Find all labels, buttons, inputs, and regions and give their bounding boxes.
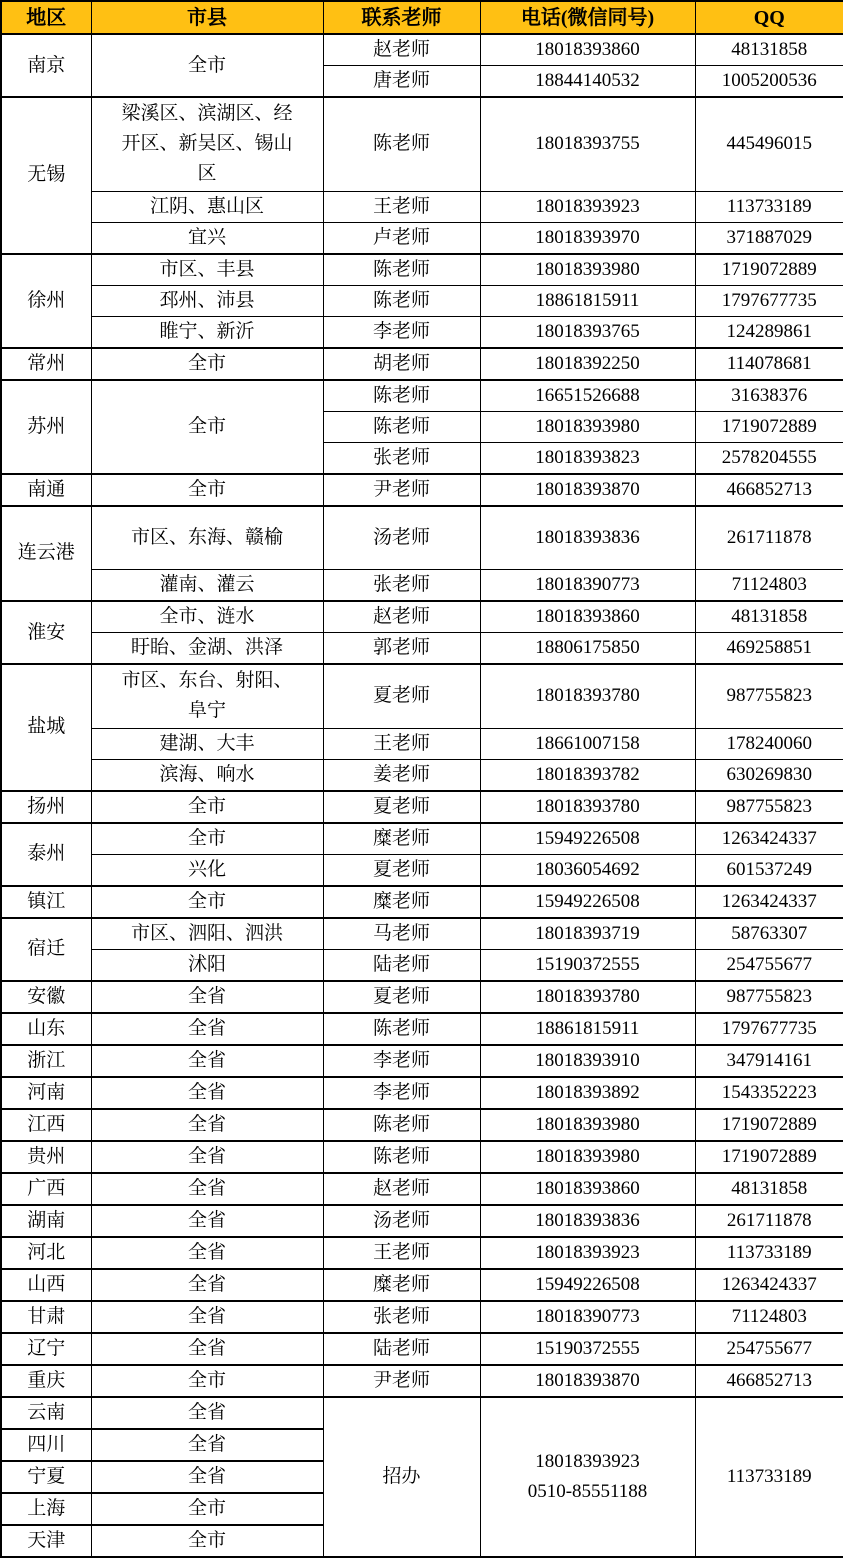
cell-area: 全市 (91, 348, 323, 380)
cell-teacher: 马老师 (323, 918, 480, 950)
cell-region: 无锡 (1, 97, 91, 254)
cell-phone: 18018393780 (480, 791, 695, 823)
table-row (1, 1109, 843, 1141)
cell-qq: 469258851 (695, 633, 843, 665)
cell-region: 重庆 (1, 1365, 91, 1397)
cell-teacher: 糜老师 (323, 823, 480, 855)
table-row (1, 222, 843, 254)
cell-phone: 18018393892 (480, 1077, 695, 1109)
cell-phone: 18018393860 (480, 34, 695, 66)
cell-region: 广西 (1, 1173, 91, 1205)
cell-region: 甘肃 (1, 1301, 91, 1333)
cell-area: 全省 (91, 1461, 323, 1493)
cell-phone: 18018393923 0510-85551188 (480, 1397, 695, 1557)
cell-teacher: 姜老师 (323, 759, 480, 791)
table-row (1, 285, 843, 316)
cell-qq: 48131858 (695, 34, 843, 66)
cell-region: 上海 (1, 1493, 91, 1525)
cell-qq: 987755823 (695, 791, 843, 823)
cell-area: 全省 (91, 1045, 323, 1077)
table-row (1, 316, 843, 348)
cell-qq: 124289861 (695, 316, 843, 348)
cell-region: 江西 (1, 1109, 91, 1141)
cell-region: 山西 (1, 1269, 91, 1301)
cell-teacher: 糜老师 (323, 886, 480, 918)
cell-teacher: 陆老师 (323, 1333, 480, 1365)
cell-teacher: 唐老师 (323, 66, 480, 98)
table-row (1, 506, 843, 570)
cell-teacher: 陈老师 (323, 1109, 480, 1141)
cell-qq: 71124803 (695, 1301, 843, 1333)
cell-teacher: 陈老师 (323, 254, 480, 286)
cell-phone: 18018393755 (480, 97, 695, 191)
cell-qq: 1797677735 (695, 285, 843, 316)
cell-phone: 18018393860 (480, 601, 695, 633)
cell-qq: 601537249 (695, 854, 843, 886)
cell-area: 梁溪区、滨湖区、经 开区、新吴区、锡山 区 (91, 97, 323, 191)
cell-teacher: 赵老师 (323, 1173, 480, 1205)
cell-area: 宜兴 (91, 222, 323, 254)
cell-phone: 18018393870 (480, 474, 695, 506)
cell-teacher: 尹老师 (323, 474, 480, 506)
column-header-teacher: 联系老师 (323, 1, 480, 34)
cell-teacher: 陈老师 (323, 380, 480, 412)
cell-qq: 113733189 (695, 1397, 843, 1557)
cell-region: 湖南 (1, 1205, 91, 1237)
cell-area: 全省 (91, 1205, 323, 1237)
cell-teacher: 王老师 (323, 728, 480, 759)
table-row (1, 791, 843, 823)
cell-area: 全市 (91, 886, 323, 918)
table-row (1, 1173, 843, 1205)
table-row (1, 1205, 843, 1237)
cell-area: 全市 (91, 791, 323, 823)
cell-area: 沭阳 (91, 949, 323, 981)
cell-region: 常州 (1, 348, 91, 380)
cell-qq: 466852713 (695, 1365, 843, 1397)
cell-qq: 178240060 (695, 728, 843, 759)
cell-teacher: 陈老师 (323, 1013, 480, 1045)
cell-region: 河南 (1, 1077, 91, 1109)
table-row (1, 664, 843, 728)
table-row (1, 1045, 843, 1077)
cell-region: 徐州 (1, 254, 91, 348)
cell-phone: 18018393910 (480, 1045, 695, 1077)
cell-teacher: 夏老师 (323, 981, 480, 1013)
cell-area: 全省 (91, 981, 323, 1013)
cell-teacher: 李老师 (323, 316, 480, 348)
cell-phone: 18018392250 (480, 348, 695, 380)
table-row (1, 1141, 843, 1173)
cell-phone: 18018393860 (480, 1173, 695, 1205)
cell-region: 盐城 (1, 664, 91, 791)
cell-teacher: 赵老师 (323, 34, 480, 66)
cell-qq: 630269830 (695, 759, 843, 791)
cell-phone: 15190372555 (480, 949, 695, 981)
cell-qq: 31638376 (695, 380, 843, 412)
table-row (1, 1077, 843, 1109)
cell-phone: 18018390773 (480, 570, 695, 602)
cell-phone: 18018393980 (480, 254, 695, 286)
cell-area: 江阴、惠山区 (91, 191, 323, 222)
cell-qq: 347914161 (695, 1045, 843, 1077)
cell-region: 扬州 (1, 791, 91, 823)
table-row (1, 1237, 843, 1269)
cell-phone: 18018393765 (480, 316, 695, 348)
cell-phone: 18018393836 (480, 506, 695, 570)
cell-area: 兴化 (91, 854, 323, 886)
cell-phone: 18018393780 (480, 664, 695, 728)
column-header-region: 地区 (1, 1, 91, 34)
cell-qq: 71124803 (695, 570, 843, 602)
cell-phone: 18018393980 (480, 411, 695, 442)
cell-qq: 58763307 (695, 918, 843, 950)
cell-qq: 261711878 (695, 1205, 843, 1237)
cell-phone: 15949226508 (480, 886, 695, 918)
cell-qq: 1263424337 (695, 886, 843, 918)
cell-teacher: 卢老师 (323, 222, 480, 254)
cell-teacher: 张老师 (323, 570, 480, 602)
cell-qq: 1263424337 (695, 823, 843, 855)
column-header-qq: QQ (695, 1, 843, 34)
cell-area: 全市、涟水 (91, 601, 323, 633)
cell-phone: 18018393870 (480, 1365, 695, 1397)
cell-area: 全省 (91, 1077, 323, 1109)
table-row (1, 981, 843, 1013)
cell-teacher: 赵老师 (323, 601, 480, 633)
cell-qq: 113733189 (695, 1237, 843, 1269)
cell-area: 全市 (91, 1525, 323, 1557)
cell-region: 安徽 (1, 981, 91, 1013)
cell-phone: 18018393780 (480, 981, 695, 1013)
cell-teacher: 胡老师 (323, 348, 480, 380)
cell-qq: 254755677 (695, 949, 843, 981)
cell-region: 泰州 (1, 823, 91, 886)
table-row (1, 601, 843, 633)
cell-qq: 466852713 (695, 474, 843, 506)
cell-teacher: 夏老师 (323, 854, 480, 886)
table-row (1, 633, 843, 665)
table-row (1, 254, 843, 286)
cell-region: 浙江 (1, 1045, 91, 1077)
cell-teacher: 郭老师 (323, 633, 480, 665)
cell-qq: 1005200536 (695, 66, 843, 98)
column-header-phone: 电话(微信同号) (480, 1, 695, 34)
cell-area: 全省 (91, 1301, 323, 1333)
cell-teacher: 夏老师 (323, 664, 480, 728)
table-row (1, 1013, 843, 1045)
cell-region: 山东 (1, 1013, 91, 1045)
cell-teacher: 陈老师 (323, 97, 480, 191)
table-row (1, 97, 843, 191)
cell-area: 全市 (91, 1493, 323, 1525)
cell-teacher: 陆老师 (323, 949, 480, 981)
cell-area: 全省 (91, 1173, 323, 1205)
cell-area: 滨海、响水 (91, 759, 323, 791)
cell-qq: 371887029 (695, 222, 843, 254)
table-row (1, 380, 843, 412)
cell-qq: 1719072889 (695, 411, 843, 442)
cell-qq: 987755823 (695, 664, 843, 728)
table-row (1, 886, 843, 918)
cell-region: 苏州 (1, 380, 91, 474)
cell-qq: 1719072889 (695, 254, 843, 286)
table-row (1, 1333, 843, 1365)
cell-phone: 18018393836 (480, 1205, 695, 1237)
cell-area: 全省 (91, 1429, 323, 1461)
cell-area: 全市 (91, 1365, 323, 1397)
table-body (1, 34, 843, 1557)
cell-region: 贵州 (1, 1141, 91, 1173)
cell-area: 全省 (91, 1109, 323, 1141)
cell-area: 市区、丰县 (91, 254, 323, 286)
cell-qq: 48131858 (695, 601, 843, 633)
cell-area: 全市 (91, 380, 323, 474)
cell-teacher: 李老师 (323, 1045, 480, 1077)
cell-region: 云南 (1, 1397, 91, 1429)
cell-phone: 18806175850 (480, 633, 695, 665)
cell-qq: 987755823 (695, 981, 843, 1013)
table-row (1, 1397, 843, 1429)
cell-area: 灌南、灌云 (91, 570, 323, 602)
cell-teacher: 汤老师 (323, 1205, 480, 1237)
cell-qq: 445496015 (695, 97, 843, 191)
cell-area: 全省 (91, 1397, 323, 1429)
cell-area: 全省 (91, 1013, 323, 1045)
cell-teacher: 张老师 (323, 442, 480, 474)
table-row (1, 949, 843, 981)
cell-phone: 15949226508 (480, 1269, 695, 1301)
cell-area: 市区、东台、射阳、 阜宁 (91, 664, 323, 728)
cell-qq: 48131858 (695, 1173, 843, 1205)
cell-phone: 18861815911 (480, 1013, 695, 1045)
table-row (1, 474, 843, 506)
cell-region: 宿迁 (1, 918, 91, 981)
cell-area: 市区、泗阳、泗洪 (91, 918, 323, 950)
cell-region: 南通 (1, 474, 91, 506)
cell-qq: 254755677 (695, 1333, 843, 1365)
cell-phone: 18844140532 (480, 66, 695, 98)
cell-teacher: 陈老师 (323, 285, 480, 316)
cell-area: 建湖、大丰 (91, 728, 323, 759)
cell-area: 睢宁、新沂 (91, 316, 323, 348)
cell-phone: 18018390773 (480, 1301, 695, 1333)
cell-area: 全省 (91, 1237, 323, 1269)
cell-qq: 1719072889 (695, 1141, 843, 1173)
cell-phone: 18018393719 (480, 918, 695, 950)
cell-phone: 18018393970 (480, 222, 695, 254)
cell-phone: 15949226508 (480, 823, 695, 855)
cell-phone: 15190372555 (480, 1333, 695, 1365)
cell-area: 全省 (91, 1141, 323, 1173)
cell-region: 四川 (1, 1429, 91, 1461)
cell-qq: 114078681 (695, 348, 843, 380)
cell-phone: 18018393980 (480, 1141, 695, 1173)
cell-region: 连云港 (1, 506, 91, 602)
cell-area: 全省 (91, 1333, 323, 1365)
cell-phone: 18036054692 (480, 854, 695, 886)
cell-qq: 261711878 (695, 506, 843, 570)
cell-region: 天津 (1, 1525, 91, 1557)
cell-teacher: 汤老师 (323, 506, 480, 570)
cell-teacher: 王老师 (323, 191, 480, 222)
cell-qq: 113733189 (695, 191, 843, 222)
cell-teacher: 李老师 (323, 1077, 480, 1109)
cell-phone: 18661007158 (480, 728, 695, 759)
cell-teacher: 张老师 (323, 1301, 480, 1333)
cell-region: 淮安 (1, 601, 91, 664)
cell-qq: 2578204555 (695, 442, 843, 474)
cell-teacher: 陈老师 (323, 411, 480, 442)
cell-phone: 18018393823 (480, 442, 695, 474)
table-row (1, 728, 843, 759)
cell-region: 辽宁 (1, 1333, 91, 1365)
table-row (1, 1301, 843, 1333)
cell-teacher: 王老师 (323, 1237, 480, 1269)
table-row (1, 1269, 843, 1301)
cell-area: 全市 (91, 34, 323, 97)
cell-phone: 18018393923 (480, 1237, 695, 1269)
table-row (1, 348, 843, 380)
cell-qq: 1797677735 (695, 1013, 843, 1045)
cell-area: 全市 (91, 823, 323, 855)
table-row (1, 823, 843, 855)
cell-phone: 16651526688 (480, 380, 695, 412)
cell-area: 盱眙、金湖、洪泽 (91, 633, 323, 665)
table-row (1, 854, 843, 886)
table-row (1, 191, 843, 222)
table-row (1, 1365, 843, 1397)
table-row (1, 34, 843, 66)
cell-phone: 18861815911 (480, 285, 695, 316)
cell-region: 河北 (1, 1237, 91, 1269)
cell-region: 宁夏 (1, 1461, 91, 1493)
cell-teacher: 招办 (323, 1397, 480, 1557)
cell-area: 市区、东海、赣榆 (91, 506, 323, 570)
cell-teacher: 陈老师 (323, 1141, 480, 1173)
cell-teacher: 夏老师 (323, 791, 480, 823)
cell-teacher: 尹老师 (323, 1365, 480, 1397)
cell-area: 全省 (91, 1269, 323, 1301)
table-row (1, 918, 843, 950)
cell-qq: 1543352223 (695, 1077, 843, 1109)
cell-area: 全市 (91, 474, 323, 506)
cell-region: 南京 (1, 34, 91, 97)
table-row (1, 570, 843, 602)
cell-phone: 18018393782 (480, 759, 695, 791)
cell-phone: 18018393980 (480, 1109, 695, 1141)
cell-area: 邳州、沛县 (91, 285, 323, 316)
cell-qq: 1719072889 (695, 1109, 843, 1141)
cell-teacher: 糜老师 (323, 1269, 480, 1301)
cell-qq: 1263424337 (695, 1269, 843, 1301)
column-header-area: 市县 (91, 1, 323, 34)
cell-phone: 18018393923 (480, 191, 695, 222)
cell-region: 镇江 (1, 886, 91, 918)
table-header-row (1, 1, 843, 34)
table-row (1, 759, 843, 791)
